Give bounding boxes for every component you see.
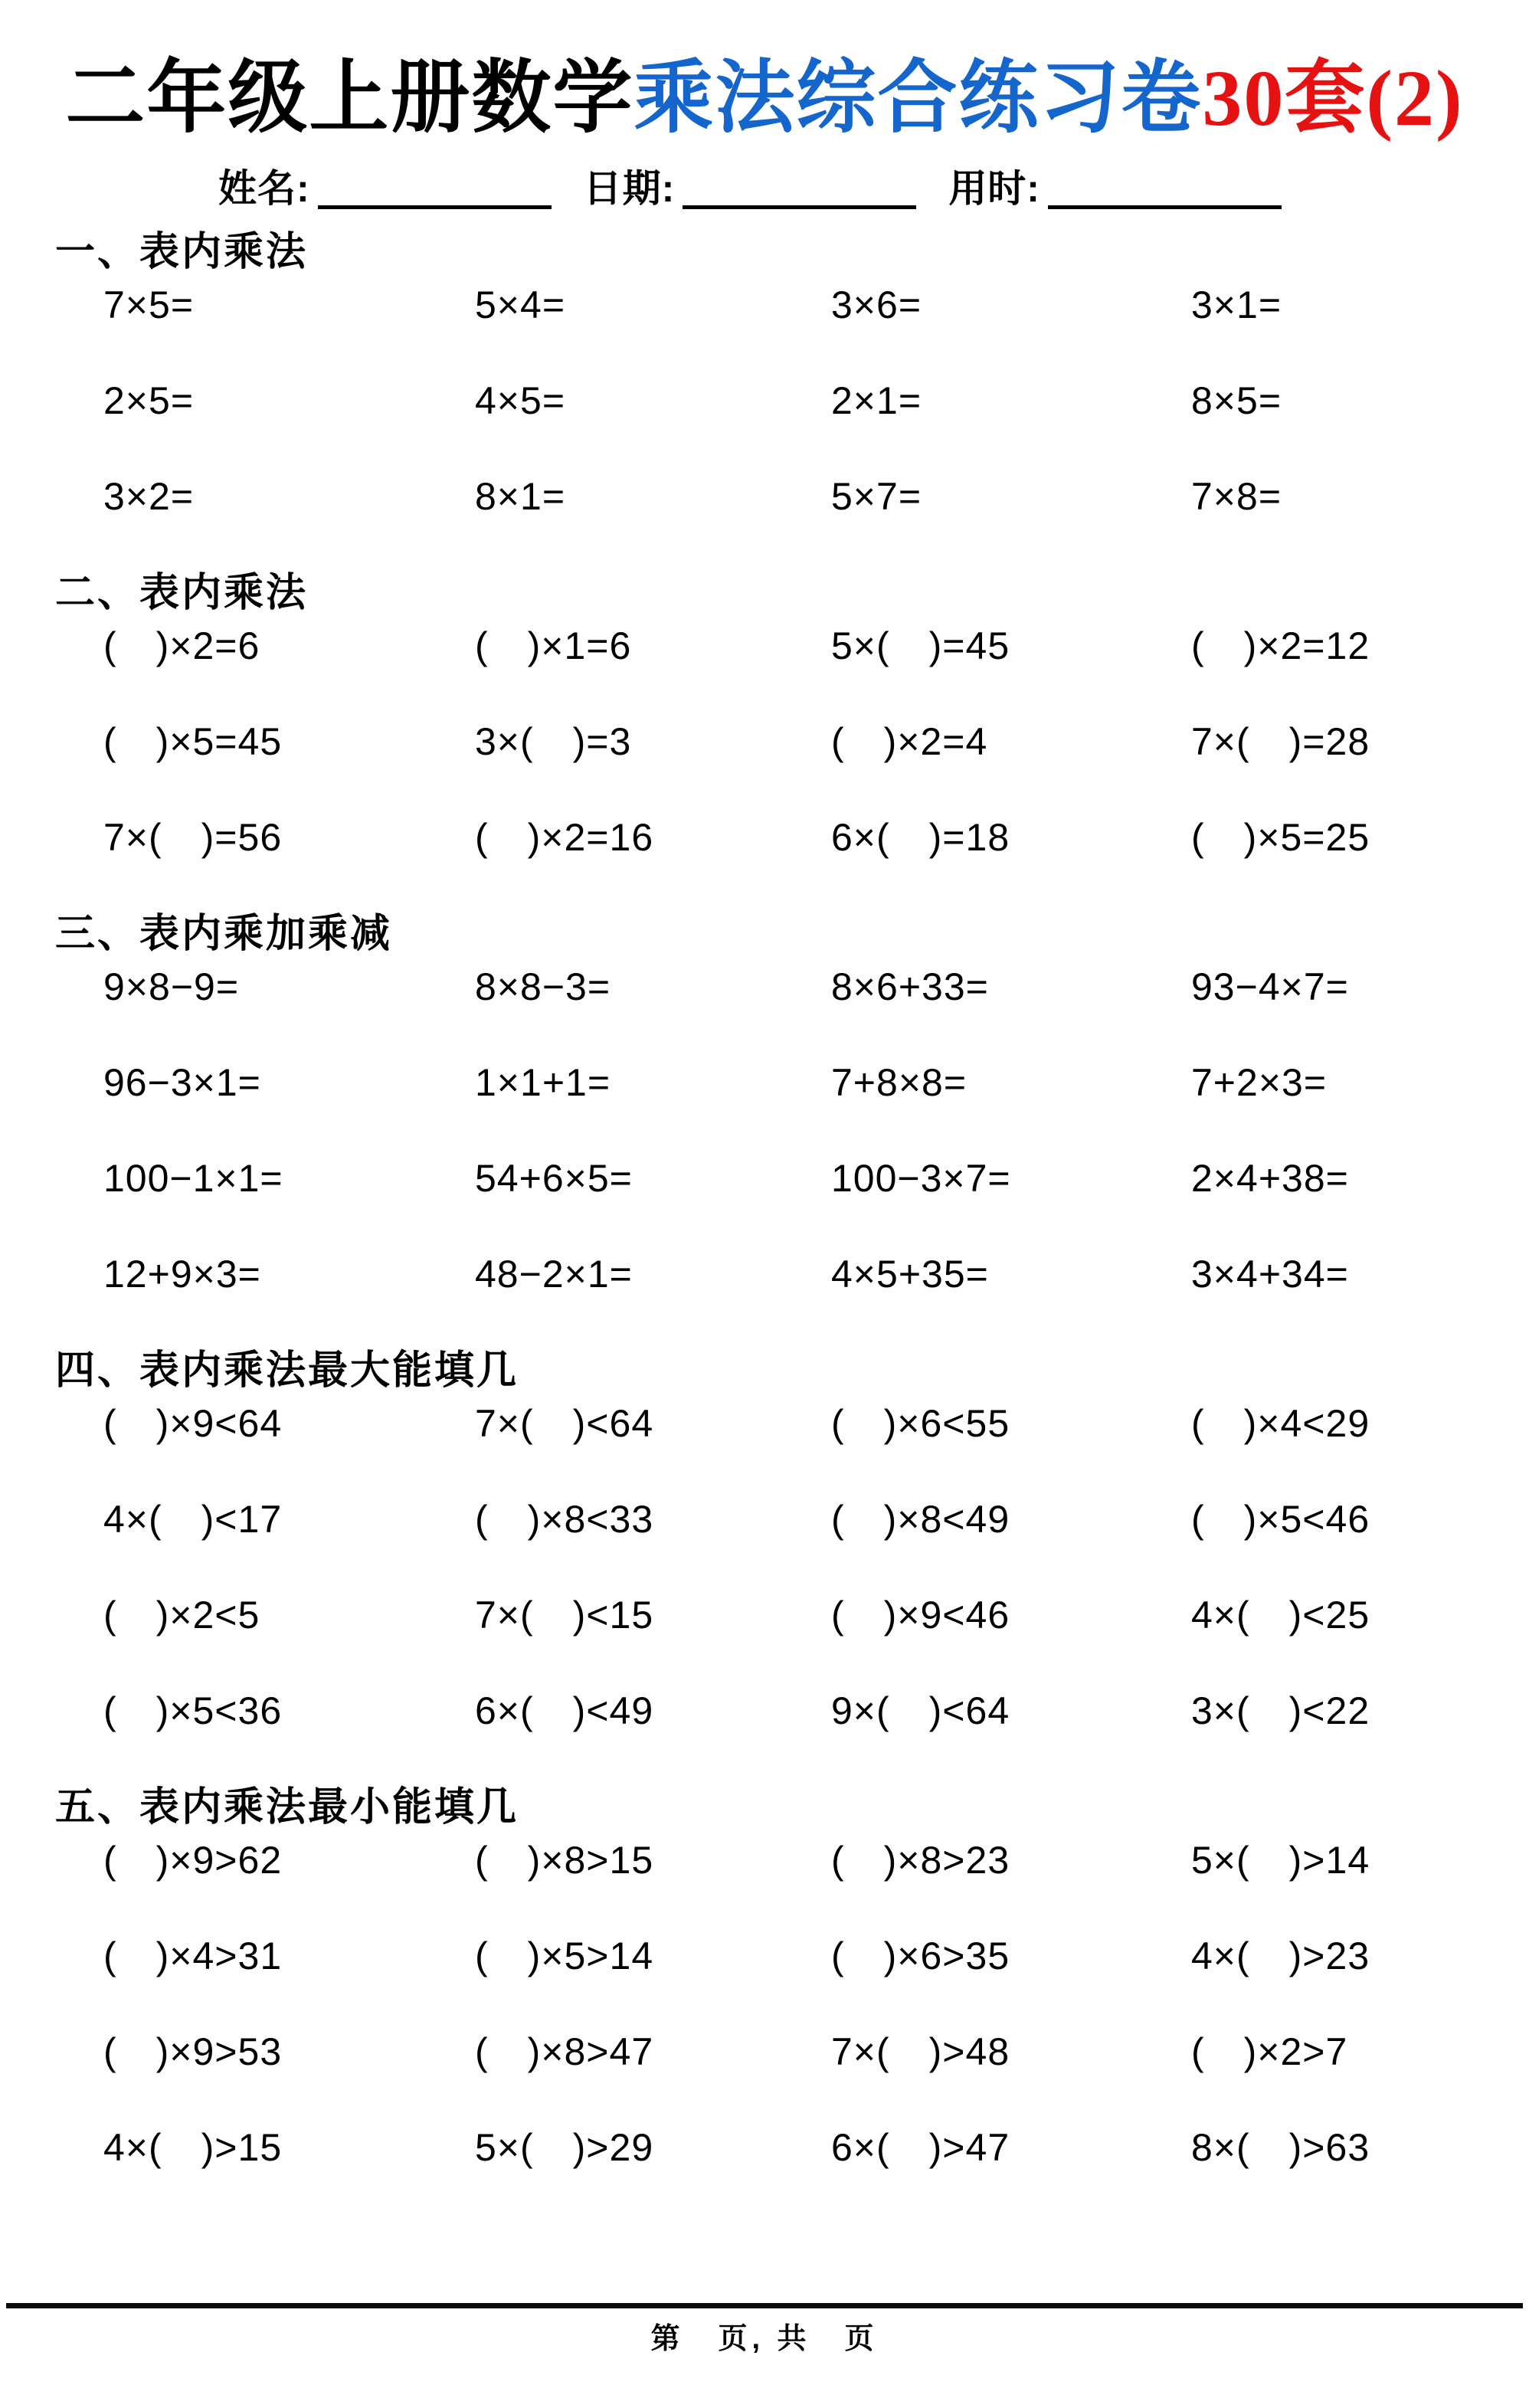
problem: 96−3×1= bbox=[103, 1061, 261, 1104]
problem: 3×1= bbox=[1191, 283, 1282, 326]
problem: 7×5= bbox=[103, 283, 195, 326]
problem: 5×( )>29 bbox=[475, 2126, 654, 2169]
section-heading: 四、表内乘法最大能填几 bbox=[55, 1348, 519, 1393]
title-part-black: 二年级上册数学 bbox=[65, 54, 634, 143]
problem: ( )×2=16 bbox=[475, 816, 654, 859]
time-label: 用时: bbox=[948, 167, 1040, 210]
problem: 8×8−3= bbox=[475, 965, 611, 1008]
problem-row bbox=[0, 1251, 1529, 1297]
info-line bbox=[218, 165, 1529, 211]
problem: ( )×5<36 bbox=[103, 1689, 283, 1732]
problem: ( )×4<29 bbox=[1191, 1402, 1370, 1445]
problem: 2×4+38= bbox=[1191, 1157, 1349, 1200]
problem: ( )×2=6 bbox=[103, 624, 260, 667]
problem: 8×1= bbox=[475, 475, 566, 518]
problem-row bbox=[0, 378, 1529, 424]
problem: 54+6×5= bbox=[475, 1157, 633, 1200]
problem: ( )×2=4 bbox=[831, 720, 988, 763]
problem: 6×( )>47 bbox=[831, 2126, 1010, 2169]
problem: 3×( )<22 bbox=[1191, 1689, 1370, 1732]
problem-row bbox=[0, 623, 1529, 669]
problem: 4×( )>23 bbox=[1191, 1935, 1370, 1977]
footer-divider bbox=[6, 2303, 1523, 2308]
problem: 3×4+34= bbox=[1191, 1253, 1349, 1296]
problem: 2×1= bbox=[831, 379, 922, 422]
problem-row bbox=[0, 1155, 1529, 1201]
problem: 3×2= bbox=[103, 475, 195, 518]
problem-row bbox=[0, 1688, 1529, 1734]
section-4 bbox=[0, 1347, 1529, 1734]
problem: 7×( )=56 bbox=[103, 816, 283, 859]
date-blank bbox=[683, 172, 916, 209]
problem: 100−3×7= bbox=[831, 1157, 1011, 1200]
problem: 4×( )>15 bbox=[103, 2126, 283, 2169]
name-label: 姓名: bbox=[218, 167, 310, 210]
page-footer bbox=[0, 2303, 1529, 2357]
problem: 7×( )<15 bbox=[475, 1594, 654, 1636]
time-blank bbox=[1048, 172, 1282, 209]
problem: ( )×2<5 bbox=[103, 1594, 260, 1636]
problem: 100−1×1= bbox=[103, 1157, 283, 1200]
section-2 bbox=[0, 569, 1529, 860]
problem: ( )×9<64 bbox=[103, 1402, 283, 1445]
problem: 8×( )>63 bbox=[1191, 2126, 1370, 2169]
problem: ( )×2>7 bbox=[1191, 2030, 1348, 2073]
problem: 3×( )=3 bbox=[475, 720, 632, 763]
section-heading: 五、表内乘法最小能填几 bbox=[55, 1785, 519, 1830]
problem: 7×( )>48 bbox=[831, 2030, 1010, 2073]
problem: 7+2×3= bbox=[1191, 1061, 1328, 1104]
problem: ( )×8<49 bbox=[831, 1498, 1010, 1541]
problem: ( )×6>35 bbox=[831, 1935, 1010, 1977]
problem: 7×( )=28 bbox=[1191, 720, 1370, 763]
problem: 3×6= bbox=[831, 283, 922, 326]
page-title bbox=[0, 52, 1529, 146]
problem-row bbox=[0, 1401, 1529, 1446]
problem: ( )×2=12 bbox=[1191, 624, 1370, 667]
title-part-red: 30套(2) bbox=[1202, 54, 1464, 143]
problem: ( )×8<33 bbox=[475, 1498, 654, 1541]
section-heading: 一、表内乘法 bbox=[55, 230, 309, 274]
problem: 4×( )<25 bbox=[1191, 1594, 1370, 1636]
section-heading: 二、表内乘法 bbox=[55, 571, 309, 615]
problem: ( )×5=25 bbox=[1191, 816, 1370, 859]
problem: ( )×8>47 bbox=[475, 2030, 654, 2073]
problem-row bbox=[0, 814, 1529, 860]
problem: ( )×8>15 bbox=[475, 1839, 654, 1882]
problem-row bbox=[0, 1496, 1529, 1542]
problem: ( )×6<55 bbox=[831, 1402, 1010, 1445]
problem-row bbox=[0, 473, 1529, 519]
problem: ( )×9>62 bbox=[103, 1839, 283, 1882]
title-part-blue: 乘法综合练习卷 bbox=[634, 54, 1203, 143]
problem: 9×8−9= bbox=[103, 965, 240, 1008]
problem: 12+9×3= bbox=[103, 1253, 261, 1296]
problem: 7×8= bbox=[1191, 475, 1282, 518]
problem: ( )×5>14 bbox=[475, 1935, 654, 1977]
problem: ( )×4>31 bbox=[103, 1935, 283, 1977]
footer-page-label: 第 页, 共 页 bbox=[650, 2323, 879, 2355]
problem: 5×4= bbox=[475, 283, 566, 326]
problem-row bbox=[0, 719, 1529, 765]
problem: 5×7= bbox=[831, 475, 922, 518]
problem: 1×1+1= bbox=[475, 1061, 611, 1104]
problem: ( )×9<46 bbox=[831, 1594, 1010, 1636]
problem: 48−2×1= bbox=[475, 1253, 633, 1296]
problem: 4×5+35= bbox=[831, 1253, 989, 1296]
section-3 bbox=[0, 910, 1529, 1297]
name-blank bbox=[318, 172, 552, 209]
problem: 5×( )>14 bbox=[1191, 1839, 1370, 1882]
problem-row bbox=[0, 2029, 1529, 2075]
problem: 7×( )<64 bbox=[475, 1402, 654, 1445]
problem: 9×( )<64 bbox=[831, 1689, 1010, 1732]
date-label: 日期: bbox=[583, 167, 676, 210]
problem: 4×( )<17 bbox=[103, 1498, 283, 1541]
problem-row bbox=[0, 1060, 1529, 1106]
sections-container bbox=[0, 228, 1529, 2170]
problem-row bbox=[0, 1933, 1529, 1979]
problem-row bbox=[0, 2125, 1529, 2170]
worksheet-page bbox=[0, 52, 1529, 2408]
problem: 8×5= bbox=[1191, 379, 1282, 422]
problem-row bbox=[0, 1592, 1529, 1638]
problem: 6×( )=18 bbox=[831, 816, 1010, 859]
problem: 4×5= bbox=[475, 379, 566, 422]
problem-row bbox=[0, 282, 1529, 328]
section-heading: 三、表内乘加乘减 bbox=[55, 912, 393, 956]
problem: ( )×5=45 bbox=[103, 720, 283, 763]
problem-row bbox=[0, 1837, 1529, 1883]
problem: 6×( )<49 bbox=[475, 1689, 654, 1732]
problem: ( )×1=6 bbox=[475, 624, 632, 667]
problem-row bbox=[0, 964, 1529, 1010]
problem: 2×5= bbox=[103, 379, 195, 422]
problem: 8×6+33= bbox=[831, 965, 989, 1008]
section-5 bbox=[0, 1784, 1529, 2170]
problem: 7+8×8= bbox=[831, 1061, 967, 1104]
section-1 bbox=[0, 228, 1529, 519]
problem: 5×( )=45 bbox=[831, 624, 1010, 667]
problem: ( )×9>53 bbox=[103, 2030, 283, 2073]
problem: ( )×8>23 bbox=[831, 1839, 1010, 1882]
problem: ( )×5<46 bbox=[1191, 1498, 1370, 1541]
problem: 93−4×7= bbox=[1191, 965, 1349, 1008]
